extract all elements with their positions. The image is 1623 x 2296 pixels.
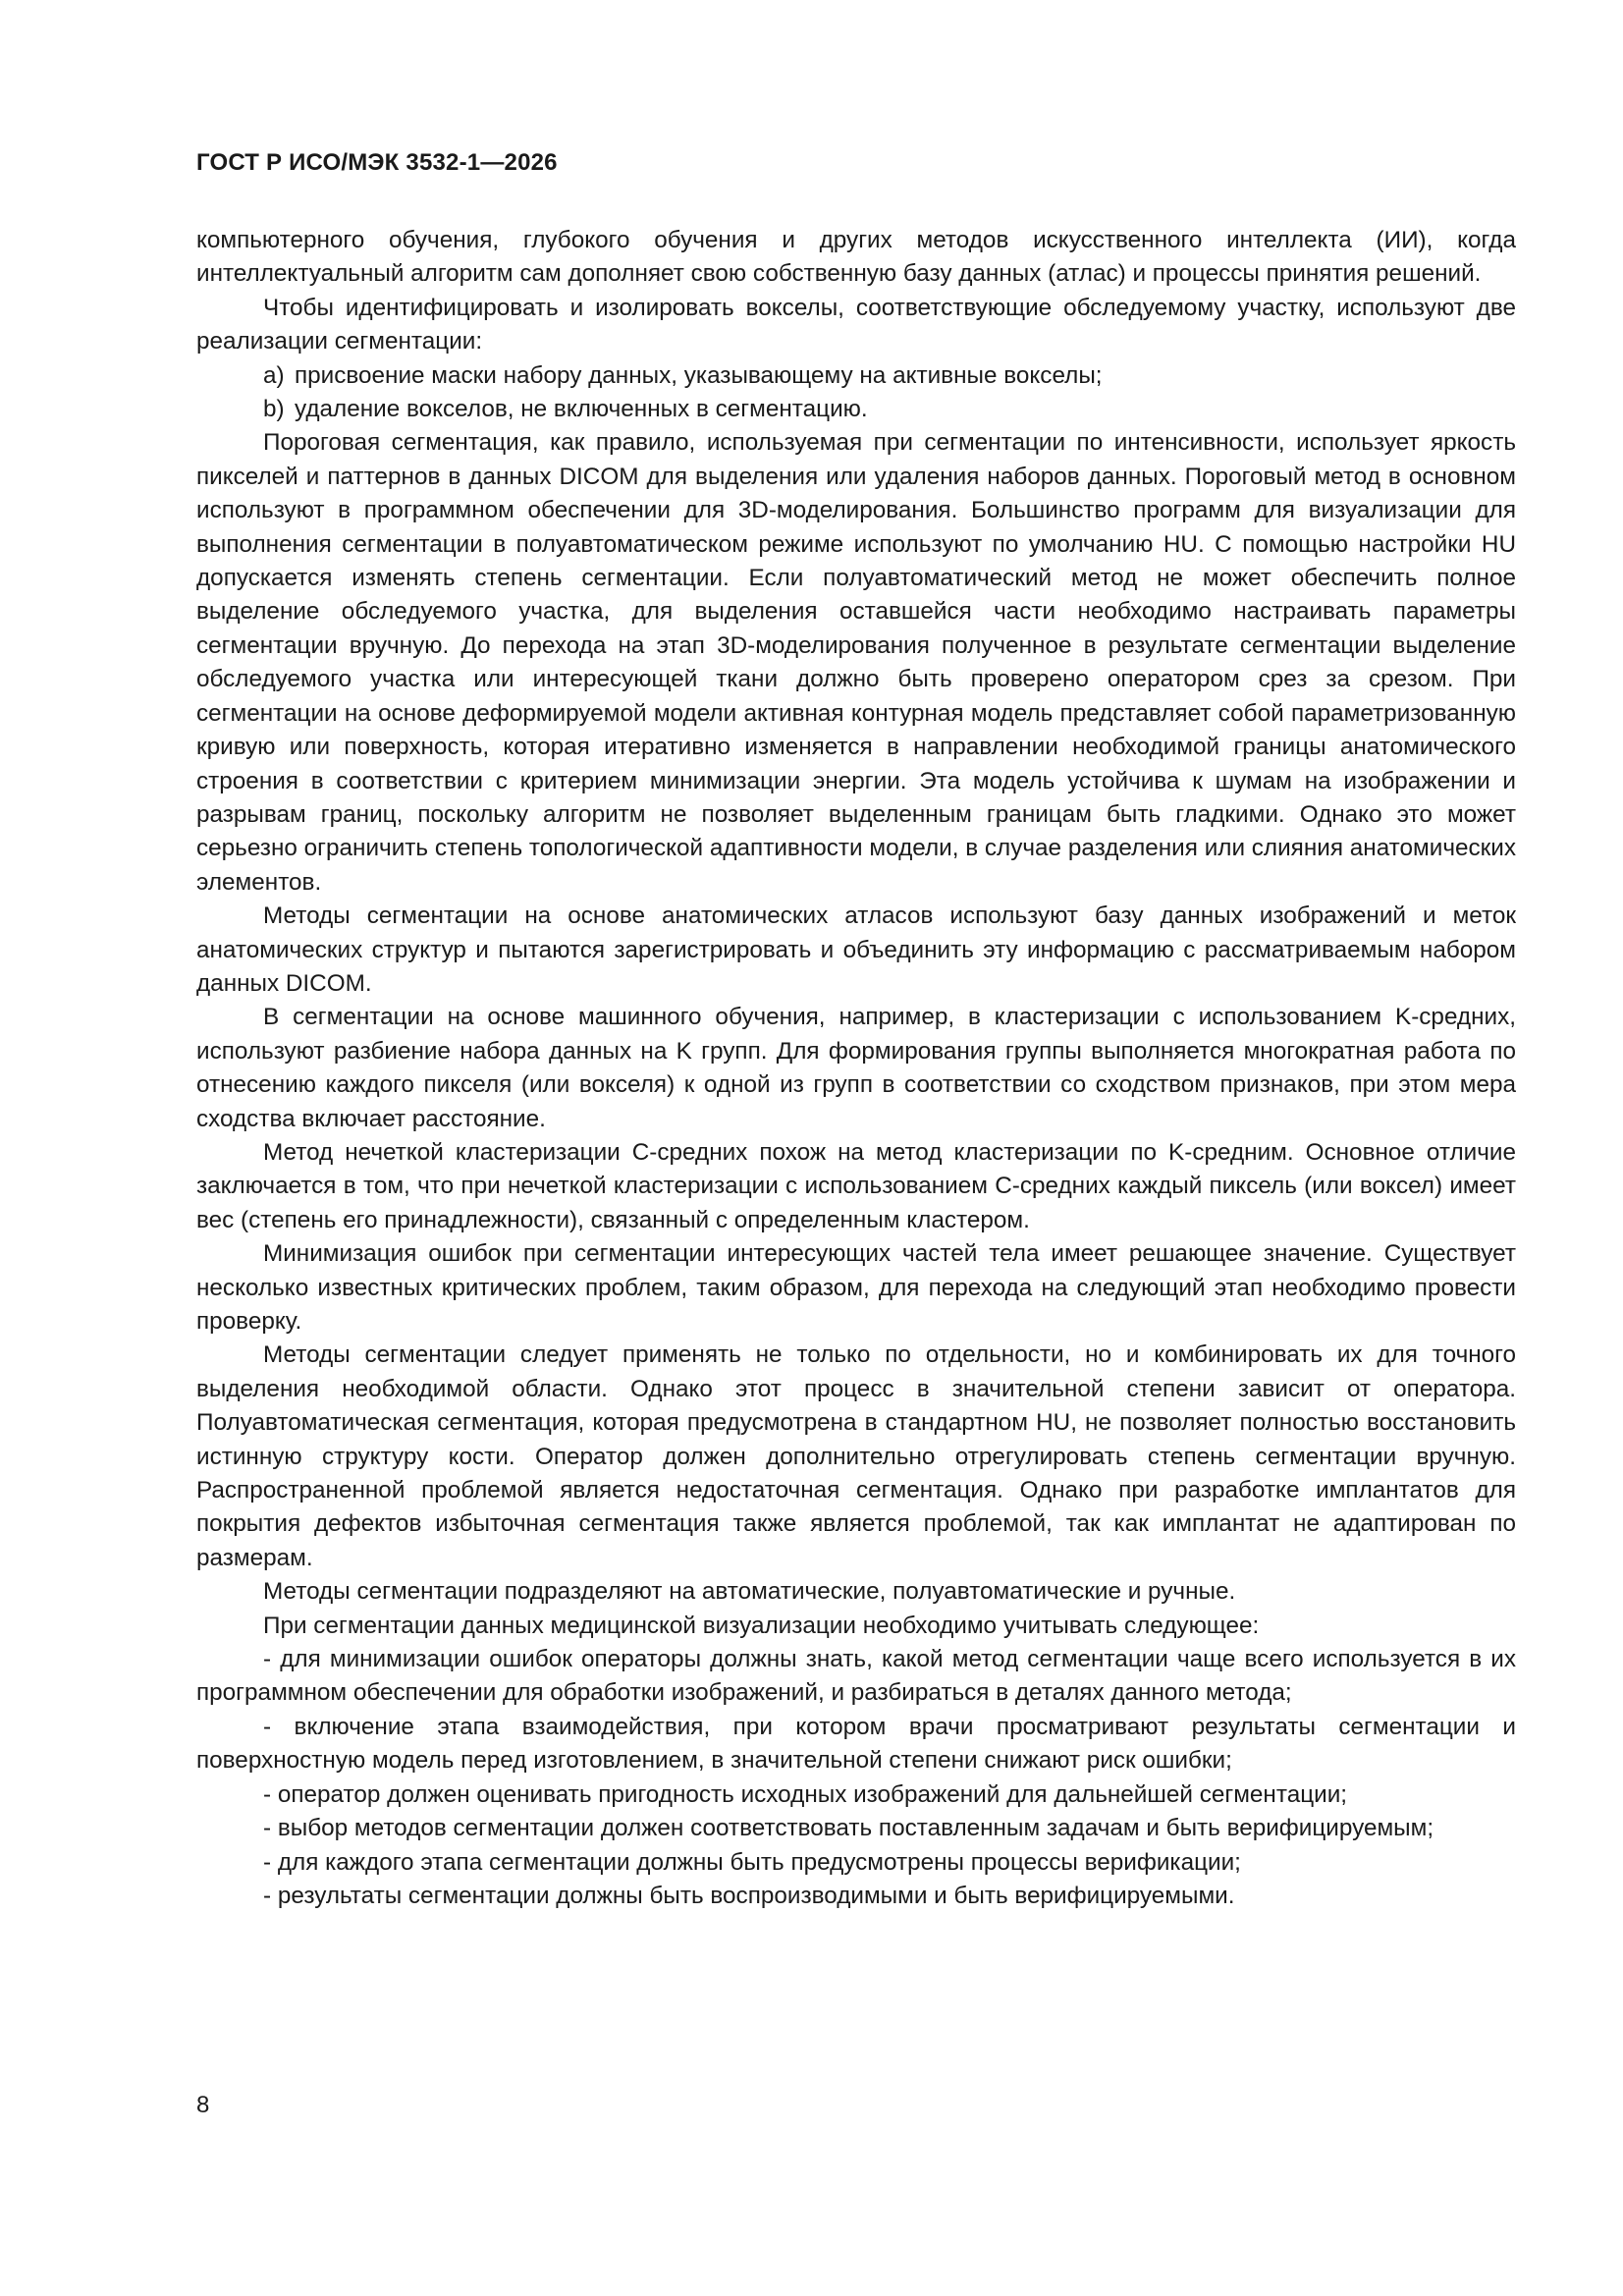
- list-item: [196, 393, 1516, 426]
- document-header: ГОСТ Р ИСО/МЭК 3532-1—2026: [196, 149, 558, 176]
- list-item-text: присвоение маски набору данных, указывающему на активные вокселы;: [295, 361, 1103, 389]
- paragraph: Пороговая сегментация, как правило, используемая при сегментации по интенсивности, использует яркость пикселей и паттернов в данных DICOM для выделения или удаления наборов данных. Пороговый метод в основном используют в программном обеспечении для 3D-моделирования. Большинство программ для визуализации для выполнения сегментации в полуавтоматическом режиме используют по умолчанию HU. С помощью настройки HU допускается изменять степень сегментации. Если полуавтоматический метод не может обеспечить полное выделение обследуемого участка, для выделения оставшейся части необходимо настраивать параметры сегментации вручную. До перехода на этап 3D-моделирования полученное в результате сегментации выделение обследуемого участка или интересующей ткани должно быть проверено оператором срез за срезом. При сегментации на основе деформируемой модели активная контурная модель представляет собой параметризованную кривую или поверхность, которая итеративно изменяется в направлении необходимой границы анатомического строения в соответствии с критерием минимизации энергии. Эта модель устойчива к шумам на изображении и разрывам границ, поскольку алгоритм не позволяет выделенным границам быть гладкими. Однако это может серьезно ограничить степень топологической адаптивности модели, в случае разделения или слияния анатомических элементов.: [196, 429, 1516, 896]
- paragraph: компьютерного обучения, глубокого обучения и других методов искусственного интеллекта (ИИ), когда интеллектуальный алгоритм сам дополняет свою собственную базу данных (атлас) и процессы принятия решений.: [196, 227, 1516, 288]
- paragraph: Методы сегментации на основе анатомических атласов используют базу данных изображений и меток анатомических структур и пытаются зарегистрировать и объединить эту информацию с рассматриваемым набором данных DICOM.: [196, 902, 1516, 997]
- paragraph: Минимизация ошибок при сегментации интересующих частей тела имеет решающее значение. Существует несколько известных критических проблем, таким образом, для перехода на следующий этап необходимо провести проверку.: [196, 1240, 1516, 1335]
- paragraph: Методы сегментации следует применять не только по отдельности, но и комбинировать их для точного выделения необходимой области. Однако этот процесс в значительной степени зависит от оператора. Полуавтоматическая сегментация, которая предусмотрена в стандартном HU, не позволяет полностью восстановить истинную структуру кости. Оператор должен дополнительно отрегулировать степень сегментации вручную. Распространенной проблемой является недостаточная сегментация. Однако при разработке имплантатов для покрытия дефектов избыточная сегментация также является проблемой, так как имплантат не адаптирован по размерам.: [196, 1341, 1516, 1571]
- bullet-item: - для минимизации ошибок операторы должны знать, какой метод сегментации чаще всего используется в их программном обеспечении для обработки изображений, и разбираться в деталях данного метода;: [196, 1646, 1516, 1707]
- bullet-item: - выбор методов сегментации должен соответствовать поставленным задачам и быть верифицируемым;: [263, 1815, 1434, 1842]
- bullet-item: - для каждого этапа сегментации должны быть предусмотрены процессы верификации;: [263, 1848, 1241, 1876]
- bullet-item: - результаты сегментации должны быть воспроизводимыми и быть верифицируемыми.: [263, 1882, 1235, 1909]
- bullet-item: - оператор должен оценивать пригодность исходных изображений для дальнейшей сегментации;: [263, 1780, 1348, 1808]
- list-marker: b): [263, 396, 285, 423]
- list-item-text: удаление вокселов, не включенных в сегментацию.: [295, 396, 868, 423]
- bullet-item: - включение этапа взаимодействия, при котором врачи просматривают результаты сегментации и поверхностную модель перед изготовлением, в значительной степени снижают риск ошибки;: [196, 1713, 1516, 1775]
- list-marker: a): [263, 361, 285, 389]
- paragraph: Метод нечеткой кластеризации C-средних похож на метод кластеризации по K-средним. Основное отличие заключается в том, что при нечеткой кластеризации с использованием C-средних каждый пиксель (или воксел) имеет вес (степень его принадлежности), связанный с определенным кластером.: [196, 1138, 1516, 1233]
- paragraph: Методы сегментации подразделяют на автоматические, полуавтоматические и ручные.: [263, 1578, 1236, 1606]
- list-item: [196, 359, 1516, 393]
- paragraph: При сегментации данных медицинской визуализации необходимо учитывать следующее:: [263, 1612, 1260, 1639]
- paragraph: Чтобы идентифицировать и изолировать вокселы, соответствующие обследуемому участку, используют две реализации сегментации:: [196, 294, 1516, 355]
- page-number: 8: [196, 2092, 210, 2118]
- paragraph: В сегментации на основе машинного обучения, например, в кластеризации с использованием K-средних, используют разбиение набора данных на K групп. Для формирования группы выполняется многократная работа по отнесению каждого пикселя (или вокселя) к одной из групп в соответствии со сходством признаков, при этом мера сходства включает расстояние.: [196, 1004, 1516, 1132]
- document-body: [196, 224, 1516, 1913]
